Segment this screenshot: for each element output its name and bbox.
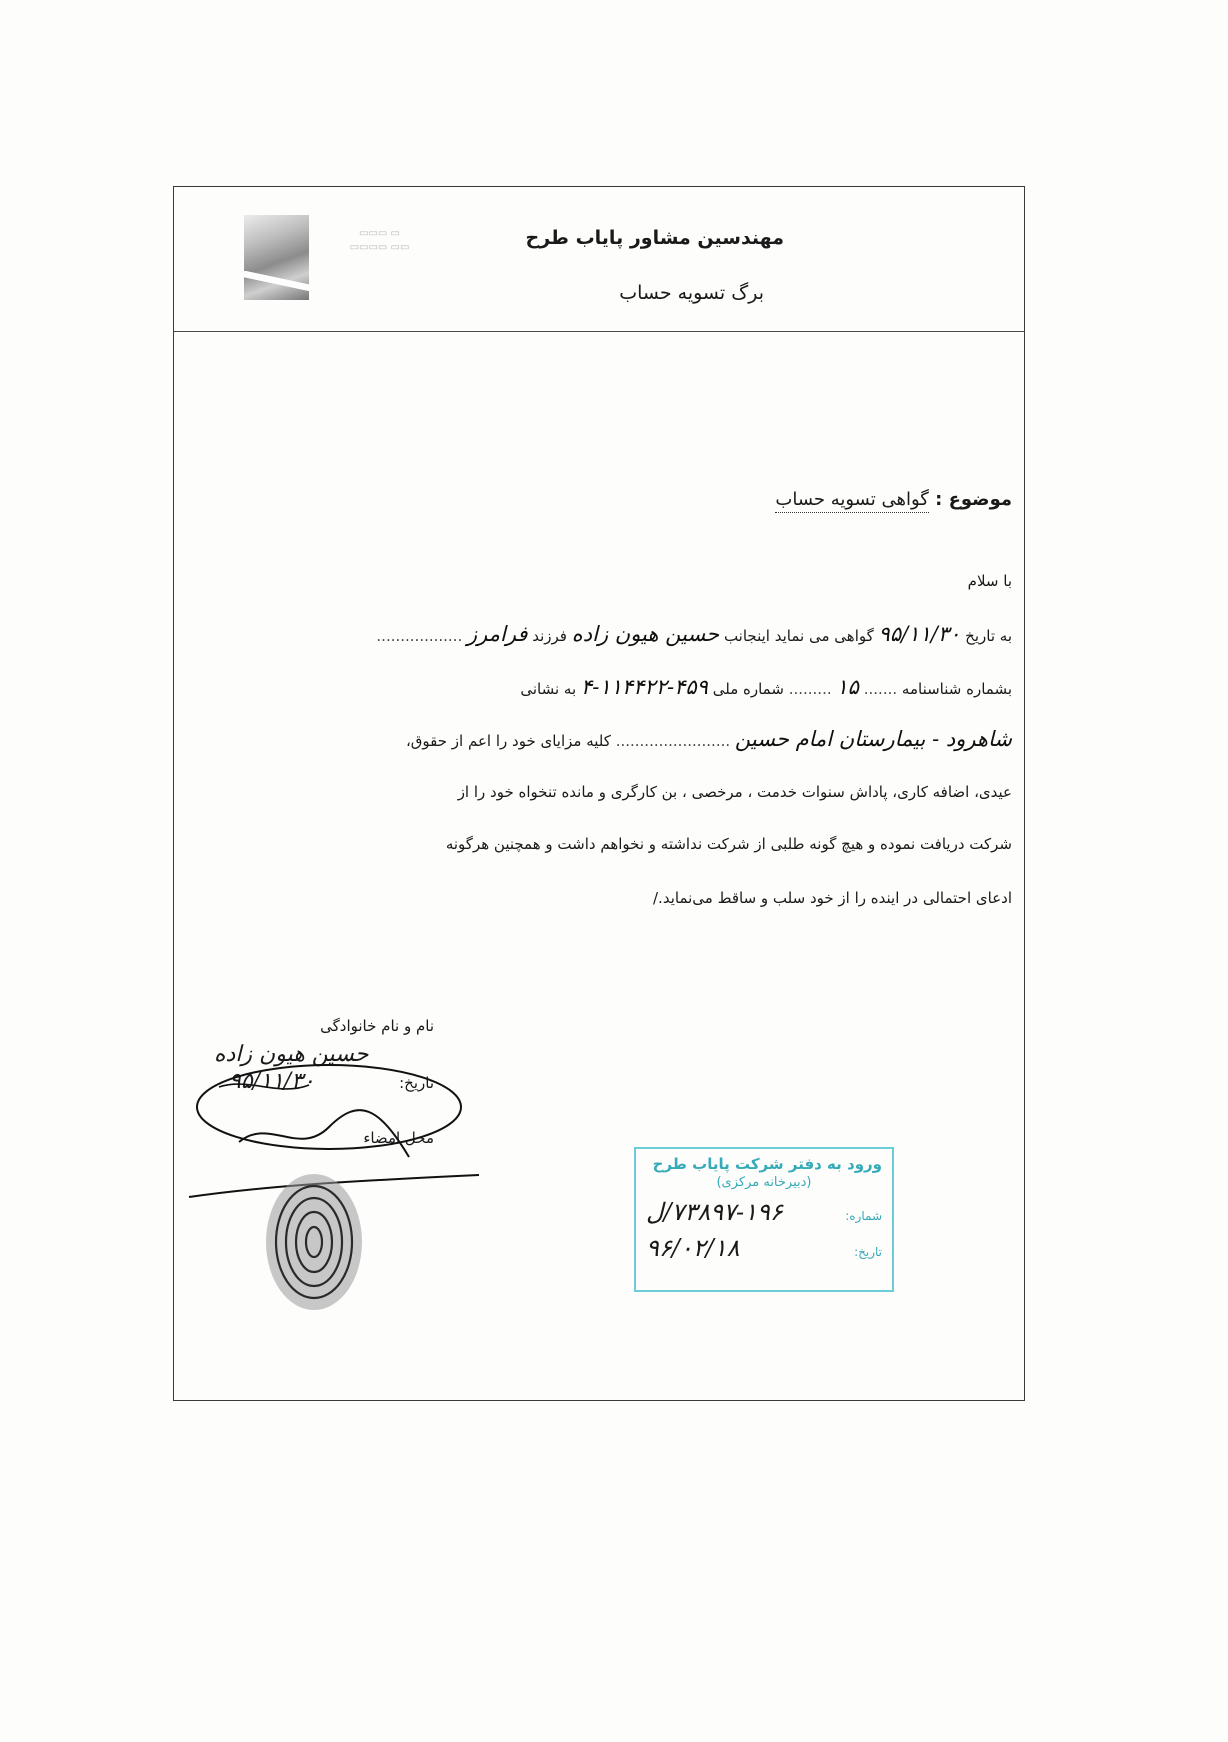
company-name: مهندسین مشاور پایاب طرح — [525, 227, 784, 249]
body-line-4: عیدی، اضافه کاری، پاداش سنوات خدمت ، مرخصی ، بن کارگری و مانده تنخواه خود را از — [457, 783, 1012, 801]
document-frame — [173, 186, 1025, 1401]
subject-value: گواهی تسویه حساب — [775, 489, 928, 513]
handwritten-address: شاهرود - بیمارستان امام حسین — [734, 727, 1012, 751]
handwritten-father-name: فرامرز — [467, 622, 528, 646]
signature-date-value: ۹۵/۱۱/۳۰ — [229, 1069, 315, 1094]
logo-faint-text-icon: ▭▭▭ ▭ ▭▭▭▭ ▭▭ — [349, 228, 410, 253]
handwritten-national-id: ۴۵۹-۱۱۴۴۲۲-۴ — [580, 675, 708, 699]
body-line-6: ادعای احتمالی در اینده را از خود سلب و ساقط می‌نماید./ — [653, 889, 1012, 907]
body-line-address: شاهرود - بیمارستان امام حسین ........................ کلیه مزایای خود را اعم از حقوق، — [405, 727, 1012, 751]
stamp-number-row — [646, 1198, 882, 1226]
stamp-number-label: شماره: — [845, 1209, 882, 1223]
stamp-date-label: تاریخ: — [854, 1245, 882, 1259]
form-title: برگ تسویه حساب — [619, 282, 764, 304]
logo-mark-icon — [244, 271, 309, 291]
stamp-title: ورود به دفتر شرکت پایاب طرح — [652, 1155, 882, 1173]
signature-name-value: حسین هیون زاده — [214, 1042, 369, 1067]
stamp-date-value: ۹۶/۰۲/۱۸ — [646, 1234, 740, 1262]
received-stamp — [634, 1147, 894, 1292]
body-line-5: شرکت دریافت نموده و هیچ گونه طلبی از شرکت نداشته و نخواهم داشت و همچنین هرگونه — [445, 835, 1012, 853]
stamp-date-row — [646, 1234, 882, 1262]
body-line-ids: بشماره شناسنامه ....... ۱۵ ......... شماره ملی ۴۵۹-۱۱۴۴۲۲-۴ به نشانی — [520, 675, 1012, 699]
header-divider — [174, 331, 1024, 332]
signature-name-label: نام و نام خانوادگی — [320, 1017, 434, 1035]
handwritten-id-number: ۱۵ — [836, 675, 859, 699]
body-line-date-name: به تاریخ ۹۵/۱۱/۳۰ گواهی می نماید اینجانب حسین هیون زاده فرزند فرامرز .................. — [376, 622, 1012, 646]
stamp-number-value: ۷۳۸۹۷-۱۹۶/ل — [646, 1198, 783, 1226]
signature-date-label: تاریخ: — [399, 1074, 434, 1092]
subject-label: موضوع : — [935, 489, 1012, 510]
stamp-subtitle: (دبیرخانه مرکزی) — [716, 1175, 812, 1190]
subject-line — [775, 489, 1012, 510]
handwritten-date: ۹۵/۱۱/۳۰ — [878, 622, 961, 646]
signature-place-label: محل امضاء — [363, 1129, 434, 1147]
greeting: با سلام — [967, 572, 1012, 590]
handwritten-name: حسین هیون زاده — [571, 622, 720, 646]
fingerprint-icon — [259, 1167, 369, 1317]
